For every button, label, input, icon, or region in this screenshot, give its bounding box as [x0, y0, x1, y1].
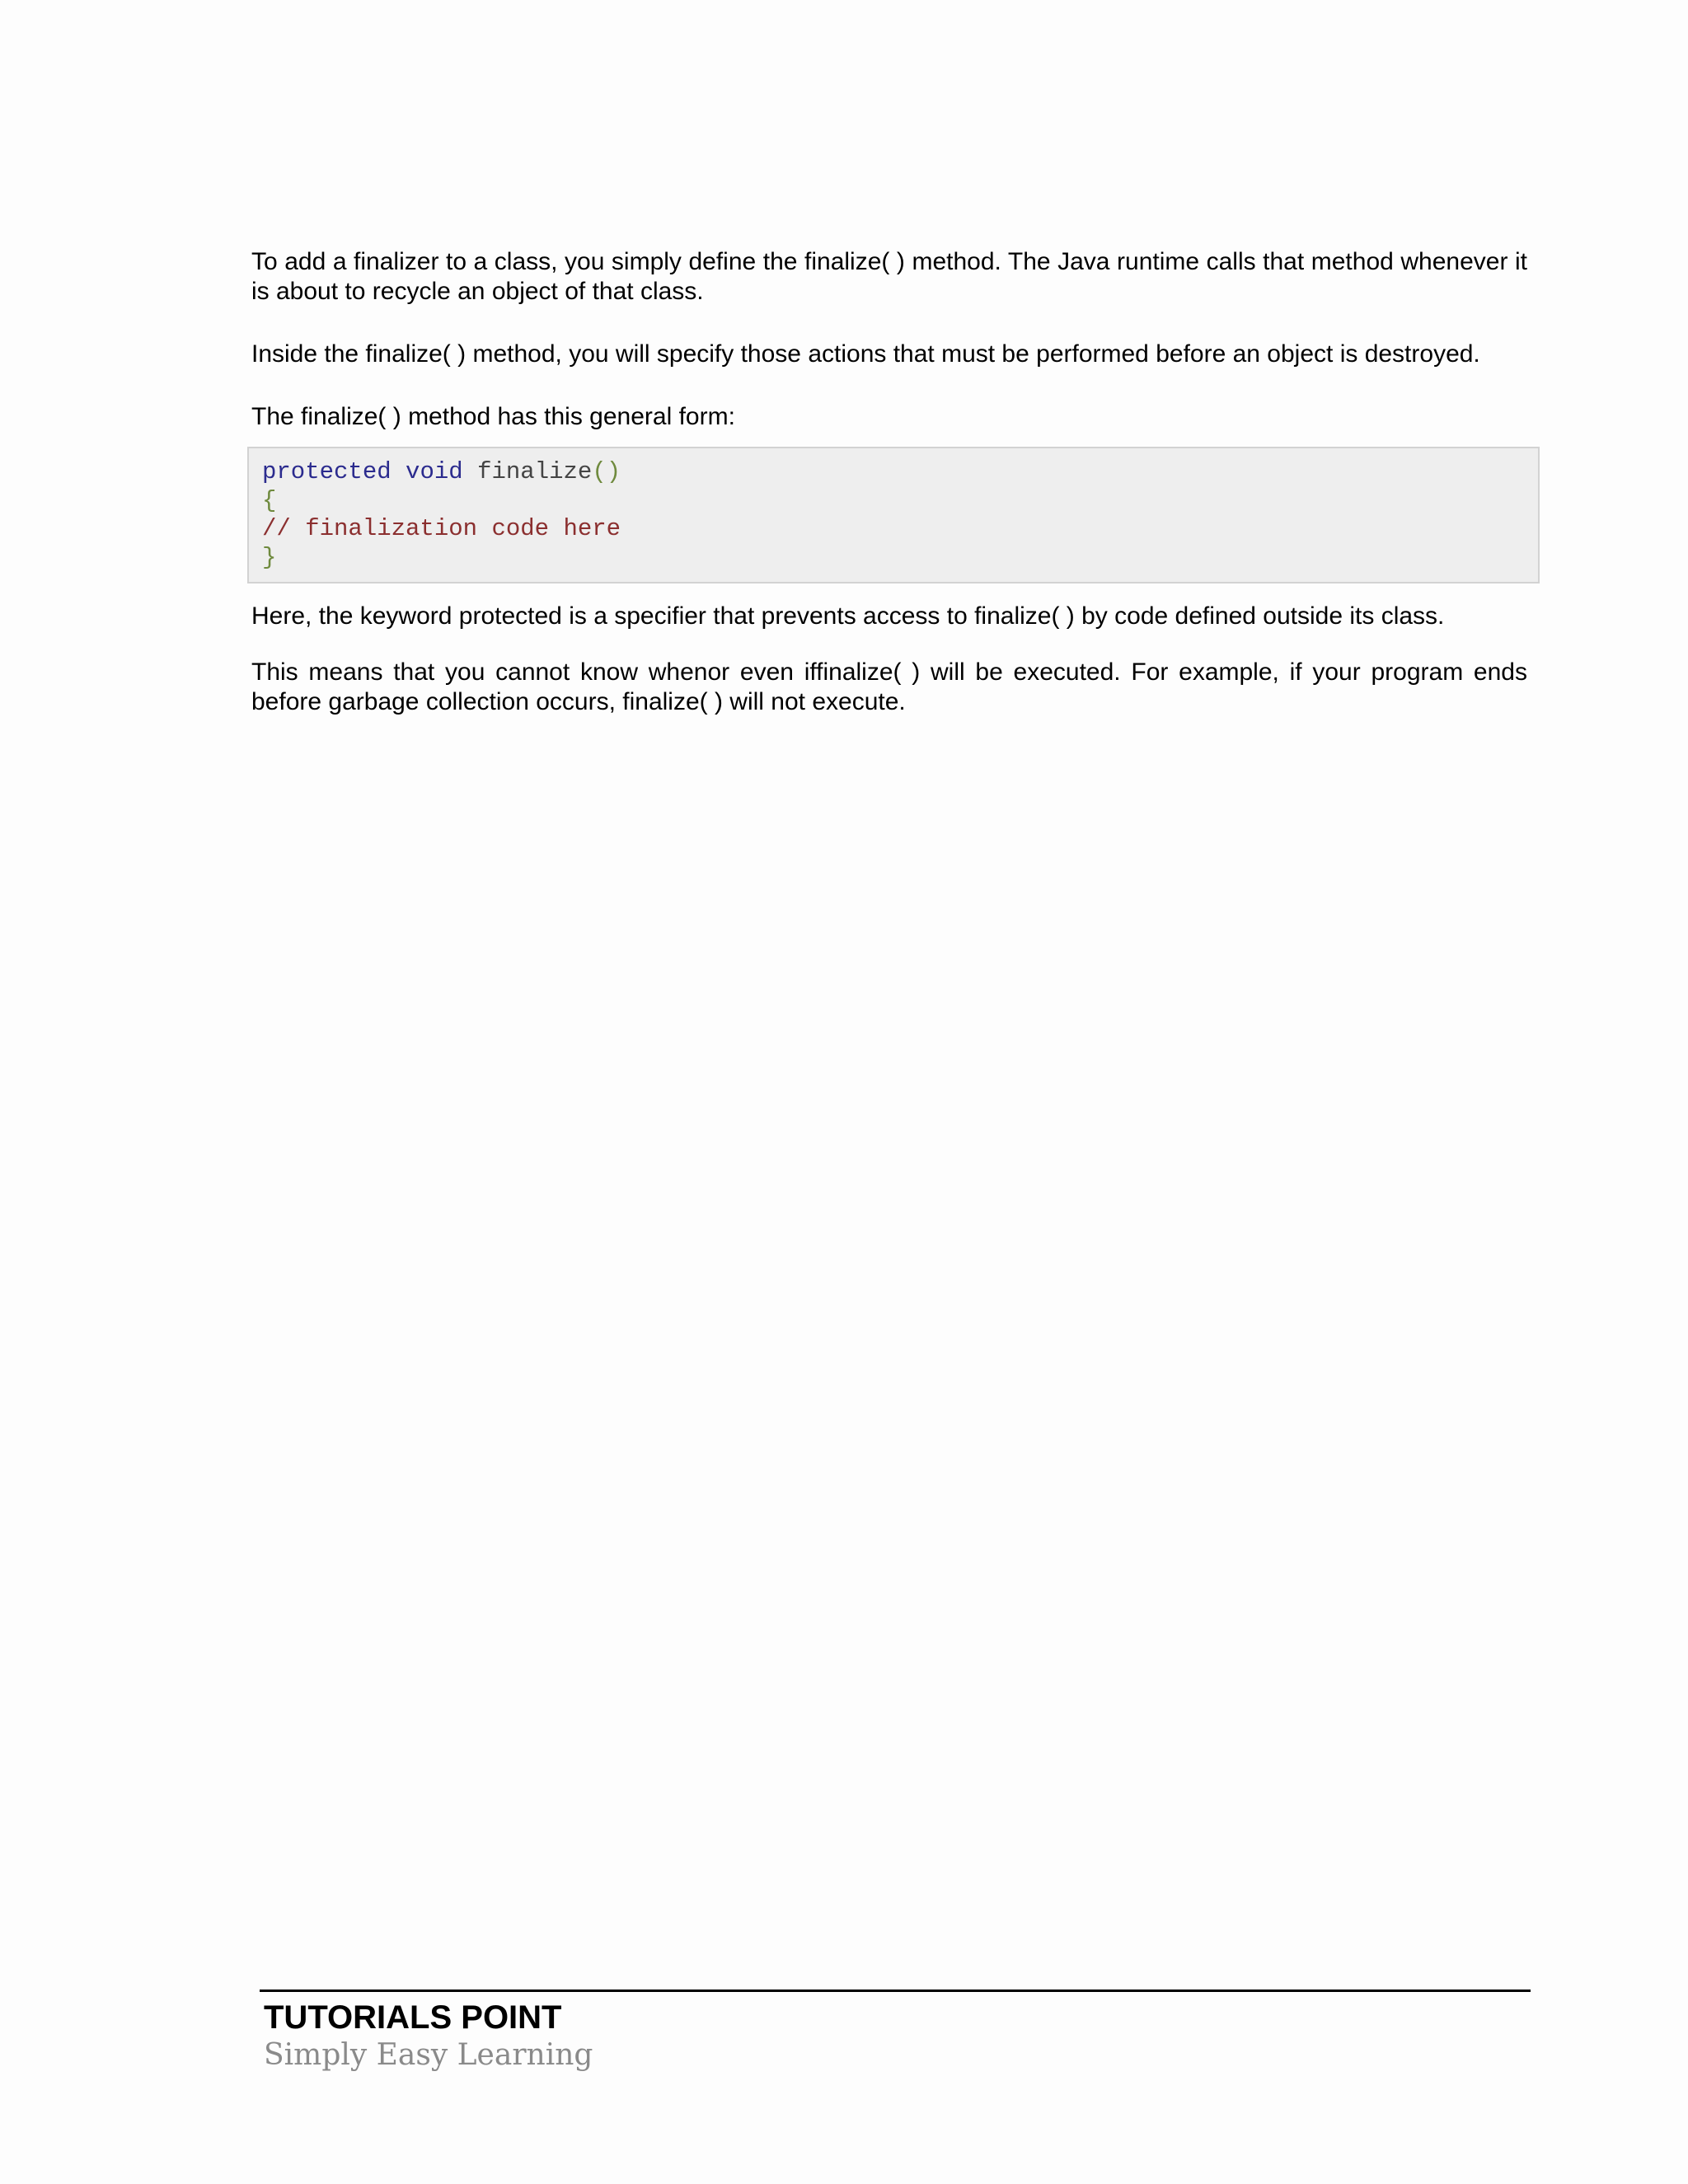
footer-divider [260, 1990, 1531, 1992]
code-close-brace: } [262, 543, 277, 571]
paragraph-finalizer-intro: To add a finalizer to a class, you simply define the finalize( ) method. The Java runtime calls that method whenever it is about to recycle an object of that class. [251, 248, 1527, 305]
footer-brand-tagline: Simply Easy Learning [264, 2038, 593, 2072]
code-keyword-protected: protected [262, 458, 392, 485]
code-block [247, 447, 1540, 583]
code-comment: // finalization code here [262, 515, 621, 542]
main-content [251, 247, 1527, 717]
paragraph-finalize-actions: Inside the finalize( ) method, you will specify those actions that must be performed before an object is destroyed. [251, 340, 1480, 368]
code-method-name: finalize [477, 458, 593, 485]
paragraph-execution-note: This means that you cannot know whenor even iffinalize( ) will be executed. For example, if your program ends before garbage collection occurs, finalize( ) will not execute. [251, 658, 1527, 715]
code-open-brace: { [262, 486, 277, 514]
code-keyword-void: void [406, 458, 463, 485]
paragraph-general-form: The finalize( ) method has this general form: [251, 403, 735, 430]
paragraph-protected-specifier: Here, the keyword protected is a specifier that prevents access to finalize( ) by code defined outside its class. [251, 602, 1445, 630]
code-parentheses: () [592, 458, 621, 485]
code-line-signature [262, 458, 1525, 487]
footer-brand-title: TUTORIALS POINT [264, 1999, 562, 2036]
